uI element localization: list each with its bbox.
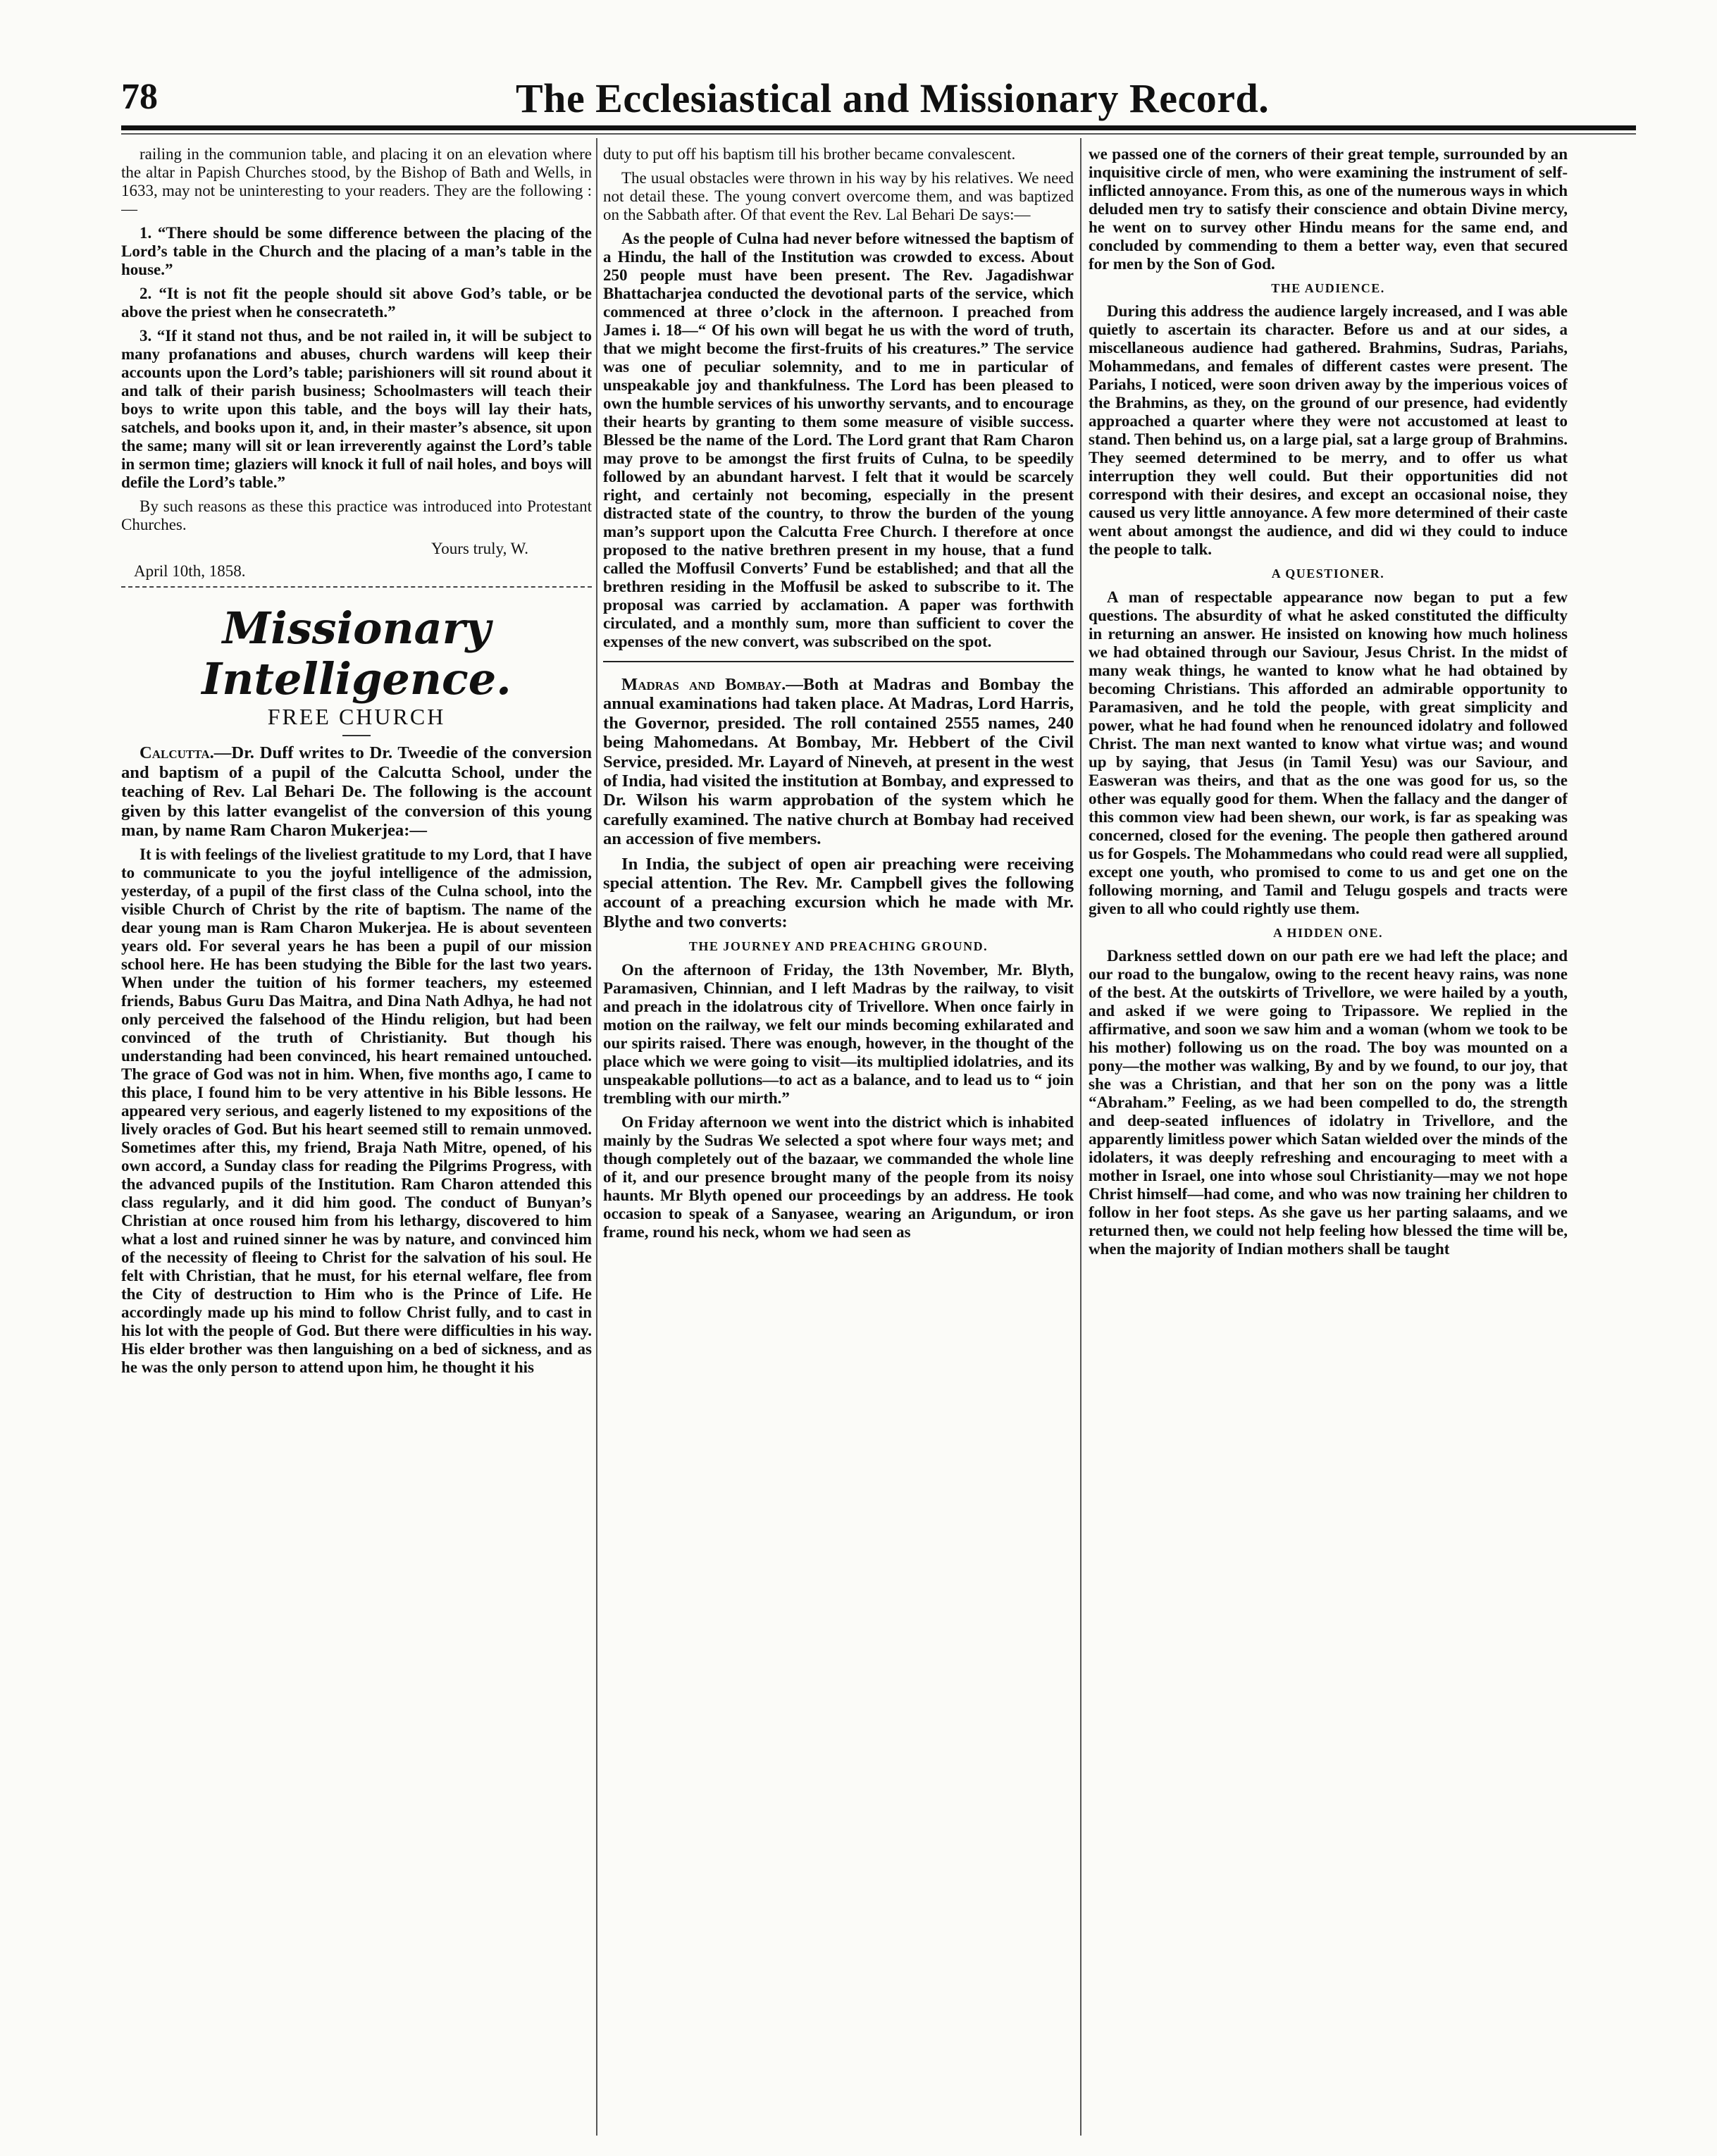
paragraph: Darkness settled down on our path ere we had left the place; and our road to the bungalow, owing to the recent heavy rains, was none of the best. At the outskirts of Trivellore, we were hailed by a youth, and asked if we were going to Tripassore. We replied in the affirmative, and soon we saw him and a woman (whom we took to be his mother) following us on the road. The boy was mounted on a pony—the mother was walking, By and by we found, to our joy, that she was a Christian, and that her son on the pony was a little “Abraham.” Feeling, as we had been compelled to do, the strength and deep-seated influences of idolatry in Trivellore, and the apparently limitless power which Satan wielded over the minds of the idolaters, it was deeply refreshing and encouraging to meet with a mother in Israel, one into whose soul Christianity—may we not hope Christ himself—had come, and who was now training her children to follow in her foot steps. As she gave us her parting salaams, and we returned then, we could not help feeling how blessed the time will be, when the majority of Indian mothers shall be taught — [1089, 947, 1568, 1258]
paragraph: duty to put off his baptism till his brother became convalescent. — [603, 145, 1016, 163]
column-rule — [603, 661, 1074, 662]
paragraph: 3. “If it stand not thus, and be not railed in, it will be subject to many profanations and abuses, church wardens will keep their accounts upon the Lord’s table; parishioners will sit round about it and talk of their parish business; Schoolmasters will teach their boys to write upon this table, and the boys will lay their hats, satchels, and books upon it, and, in their master’s absence, sit upon the same; many will sit or lean irreverently against the Lord’s table in sermon time; glaziers will knock it full of nail holes, and boys will defile the Lord’s table.” — [121, 327, 592, 491]
header-rule-thin — [121, 133, 1636, 135]
paragraph — [121, 743, 592, 840]
section-title: Missionary Intelligence. — [202, 602, 512, 705]
column-divider — [1080, 138, 1081, 2136]
short-rule — [342, 735, 371, 736]
column-middle — [603, 145, 1074, 2125]
page-number: 78 — [121, 77, 158, 117]
paragraph: In India, the subject of open air preaching were receiving special attention. The Rev. Mr. Campbell gives the following account of a preaching excursion which he made with Mr. Blythe and two converts: — [603, 854, 1074, 931]
place-lead: Madras and Bombay. — [621, 675, 786, 694]
paragraph: On the afternoon of Friday, the 13th November, Mr. Blyth, Paramasiven, Chinnian, and I left Madras by the railway, to visit and preach in the idolatrous city of Trivellore. When once fairly in motion on the railway, we felt our minds becoming exhilarated and our spirits raised. There was enough, however, in the thought of the place which we were going to visit—its multiplied idolatries, and its unspeakable pollutions—to act as a balance, and to lead us to “ join trembling with our mirth.” — [603, 960, 1074, 1107]
paragraph: It is with feelings of the liveliest gratitude to my Lord, that I have to communicate to you the joyful intelligence of the admission, yesterday, of a pupil of the first class of the Culna school, into the visible Church of Christ by the rite of baptism. The name of the dear young man is Ram Charon Mukerjea. He is about seventeen years old. For several years he has been a pupil of our mission school here. He has been studying the Bible for the last two years. When under the tuition of his former teachers, my esteemed friends, Babus Guru Das Maitra, and Dina Nath Adhya, he had not only perceived the falsehood of the Hindu religion, but had been convinced of the truth of Christianity. But though his understanding had been convinced, his heart remained untouched. The grace of God was not in him. When, five months ago, I came to this place, I found him to be very attentive in his Bible lessons. He appeared very serious, and eagerly listened to my expositions of the lively oracles of God. But his heart seemed still to remain unmoved. Sometimes after this, my friend, Braja Nath Mitre, opened, of his own accord, a Sunday class for reading the Pilgrims Progress, with the advanced pupils of the Institution. Ram Charon attended this class regularly, and it did him good. The conduct of Bunyan’s Christian at once roused him from his lethargy, discovered to him what a lost and ruined sinner he was by nature, and convinced him of the necessity of fleeing to Christ for the salvation of his soul. He felt with Christian, that he must, for his eternal welfare, flee from the City of destruction to Him who is the Prince of Life. He accordingly made up his mind to follow Christ fully, and to cast in his lot with the people of God. But there were difficulties in his way. His elder brother was then languishing on a bed of sickness, and as he was the only person to attend upon him, he thought it his — [121, 845, 592, 1377]
paragraph: As the people of Culna had never before witnessed the baptism of a Hindu, the hall of the Institution was crowded to excess. About 250 people must have been present. The Rev. Jagadishwar Bhattacharjea conducted the devotional parts of the service, which commenced at three o’clock in the afternoon. I preached from James i. 18—“ Of his own will begat he us with the word of truth, that we might become the first-fruits of his creatures.” The service was one of peculiar solemnity, and to me in particular of unspeakable joy and thankfulness. The Lord has been pleased to own the humble services of his unworthy servants, and to encourage their hearts by granting to them some measure of visible success. Blessed be the name of the Lord. The Lord grant that Ram Charon may prove to be amongst the first fruits of Culna, to be speedily followed by an abundant harvest. I felt that it would be scarcely right, and certainly not becoming, especially in the present distracted state of the country, to throw the burden of the young man’s support upon the Calcutta Free Church. I therefore at once proposed to the native brethren present in my house, that a fund called the Moffusil Converts’ Fund be established; and that all the brethren residing in the Moffusil be asked to subscribe to it. The proposal was carried by acclamation. A paper was forthwith circulated, and a monthly sum, more than sufficient to cover the expenses of the new convert, was subscribed on the spot. — [603, 230, 1074, 650]
column-divider — [596, 138, 597, 2136]
paragraph: 2. “It is not fit the people should sit above God’s table, or be above the priest when he consecrateth.” — [121, 285, 592, 321]
column-left — [121, 145, 592, 2125]
letter-date: April 10th, 1858. — [134, 562, 246, 580]
running-title: The Ecclesiastical and Missionary Record. — [516, 75, 1270, 121]
page-header — [121, 76, 1640, 132]
paragraph: A man of respectable appearance now began to put a few questions. The absurdity of what he asked constituted the difficulty in returning an answer. He insisted on knowing how much holiness we had obtained through our Saviour, Jesus Christ. In the midst of many weak things, he wanted to know what he had obtained by becoming Christians. This afforded an admirable opportunity to Paramasiven, and he told the people, with great simplicity and power, what he had found when he renounced idolatry and followed Christ. The man next wanted to know what virtue was; and wound up by saying, that Jesus (in Tamil Yesu) was our Saviour, and Easweran was theirs, and that as the one was good for us, so the other was equally good for them. When the fallacy and the danger of this common view had been shewn, our work, is far as speaking was concerned, closed for the evening. The people then gathered around us for Gospels. The Mohammedans who could read were all supplied, except one youth, who promised to come to us and get one on the following morning, and Tamil and Telugu gospels and tracts were given to all who could rightly use them. — [1089, 588, 1568, 917]
header-rule-thick — [121, 125, 1636, 130]
subheading: THE AUDIENCE. — [1271, 281, 1385, 295]
section-divider — [121, 586, 592, 596]
paragraph: On Friday afternoon we went into the district which is inhabited mainly by the Sudras We selected a spot where four ways met; and though completely out of the bazaar, we commanded the whole line of it, and our presence brought many of the people from its noisy haunts. Mr Blyth opened our proceedings by an address. He took occasion to speak of a Sanyasee, wearing an Arigundum, or iron frame, round his neck, whom we had seen as — [603, 1113, 1074, 1241]
paragraph: By such reasons as these this practice was introduced into Protestant Churches. — [121, 497, 592, 533]
paragraph: railing in the communion table, and placing it on an elevation where the altar in Papish Churches stood, by the Bishop of Bath and Wells, in 1633, may not be uninteresting to your readers. They are the following :— — [121, 145, 592, 218]
letter-signoff: Yours truly, W. — [430, 540, 528, 557]
paragraph: we passed one of the corners of their great temple, surrounded by an inquisitive circle of men, who were examining the instrument of self-inflicted annoyance. From this, as one of the numerous ways in which deluded men try to satisfy their conscience and obtain Divine mercy, he went on to survey other Hindu means for the same end, and concluded by commending to them a better way, even that secured for men by the Son of God. — [1089, 145, 1568, 273]
column-right — [1089, 145, 1568, 2125]
subheading: A HIDDEN ONE. — [1272, 925, 1384, 940]
subheading: THE JOURNEY AND PREACHING GROUND. — [688, 939, 988, 954]
paragraph: During this address the audience largely increased, and I was able quietly to ascertain its character. Before us and at our sides, a miscellaneous audience had gathered. Brahmins, Sudras, Pariahs, Mohammedans, and females of different castes were present. The Pariahs, I noticed, were soon driven away by the imperious voices of the Brahmins, as they, on the ground of our presence, had evidently approached a quarter where they were not accustomed at least to stand. Then behind us, on a large pial, sat a large group of Brahmins. They seemed determined to be merry, and to offer us what interruption they well could. But their opportunities did not correspond with their desires, and except an occasional noise, they caused us very little annoyance. A few more determined of their caste went about amongst the audience, and did wi they could to induce the people to talk. — [1089, 302, 1568, 559]
section-subtitle: FREE CHURCH — [267, 704, 446, 729]
paragraph: The usual obstacles were thrown in his way by his relatives. We need not detail these. The young convert overcome them, and was baptized on the Sabbath after. Of that event the Rev. Lal Behari De says:— — [603, 169, 1074, 223]
paragraph-text: —Dr. Duff writes to Dr. Tweedie of the conversion and baptism of a pupil of the Calcutta School, under the teaching of Rev. Lal Behari De. The following is the account given by this latter evangelist of the conversion of this young man, by name Ram Charon Mukerjea:— — [121, 743, 592, 841]
paragraph — [603, 675, 1074, 849]
subheading: A QUESTIONER. — [1271, 566, 1385, 581]
place-lead: Calcutta. — [140, 743, 214, 763]
paragraph: 1. “There should be some difference between the placing of the Lord’s table in the Church and the placing of a man’s table in the house.” — [121, 224, 592, 278]
paragraph-text: —Both at Madras and Bombay the annual examinations had taken place. At Madras, Lord Harris, the Governor, presided. The roll contained 2555 names, 240 being Mahomedans. At Bombay, Mr. Hebbert of the Civil Service, presided. Mr. Layard of Nineveh, at present in the west of India, had visited the institution at Bombay, and expressed to Dr. Wilson his warm approbation of the system which he carefully examined. The native church at Bombay had received an accession of five members. — [603, 675, 1074, 849]
